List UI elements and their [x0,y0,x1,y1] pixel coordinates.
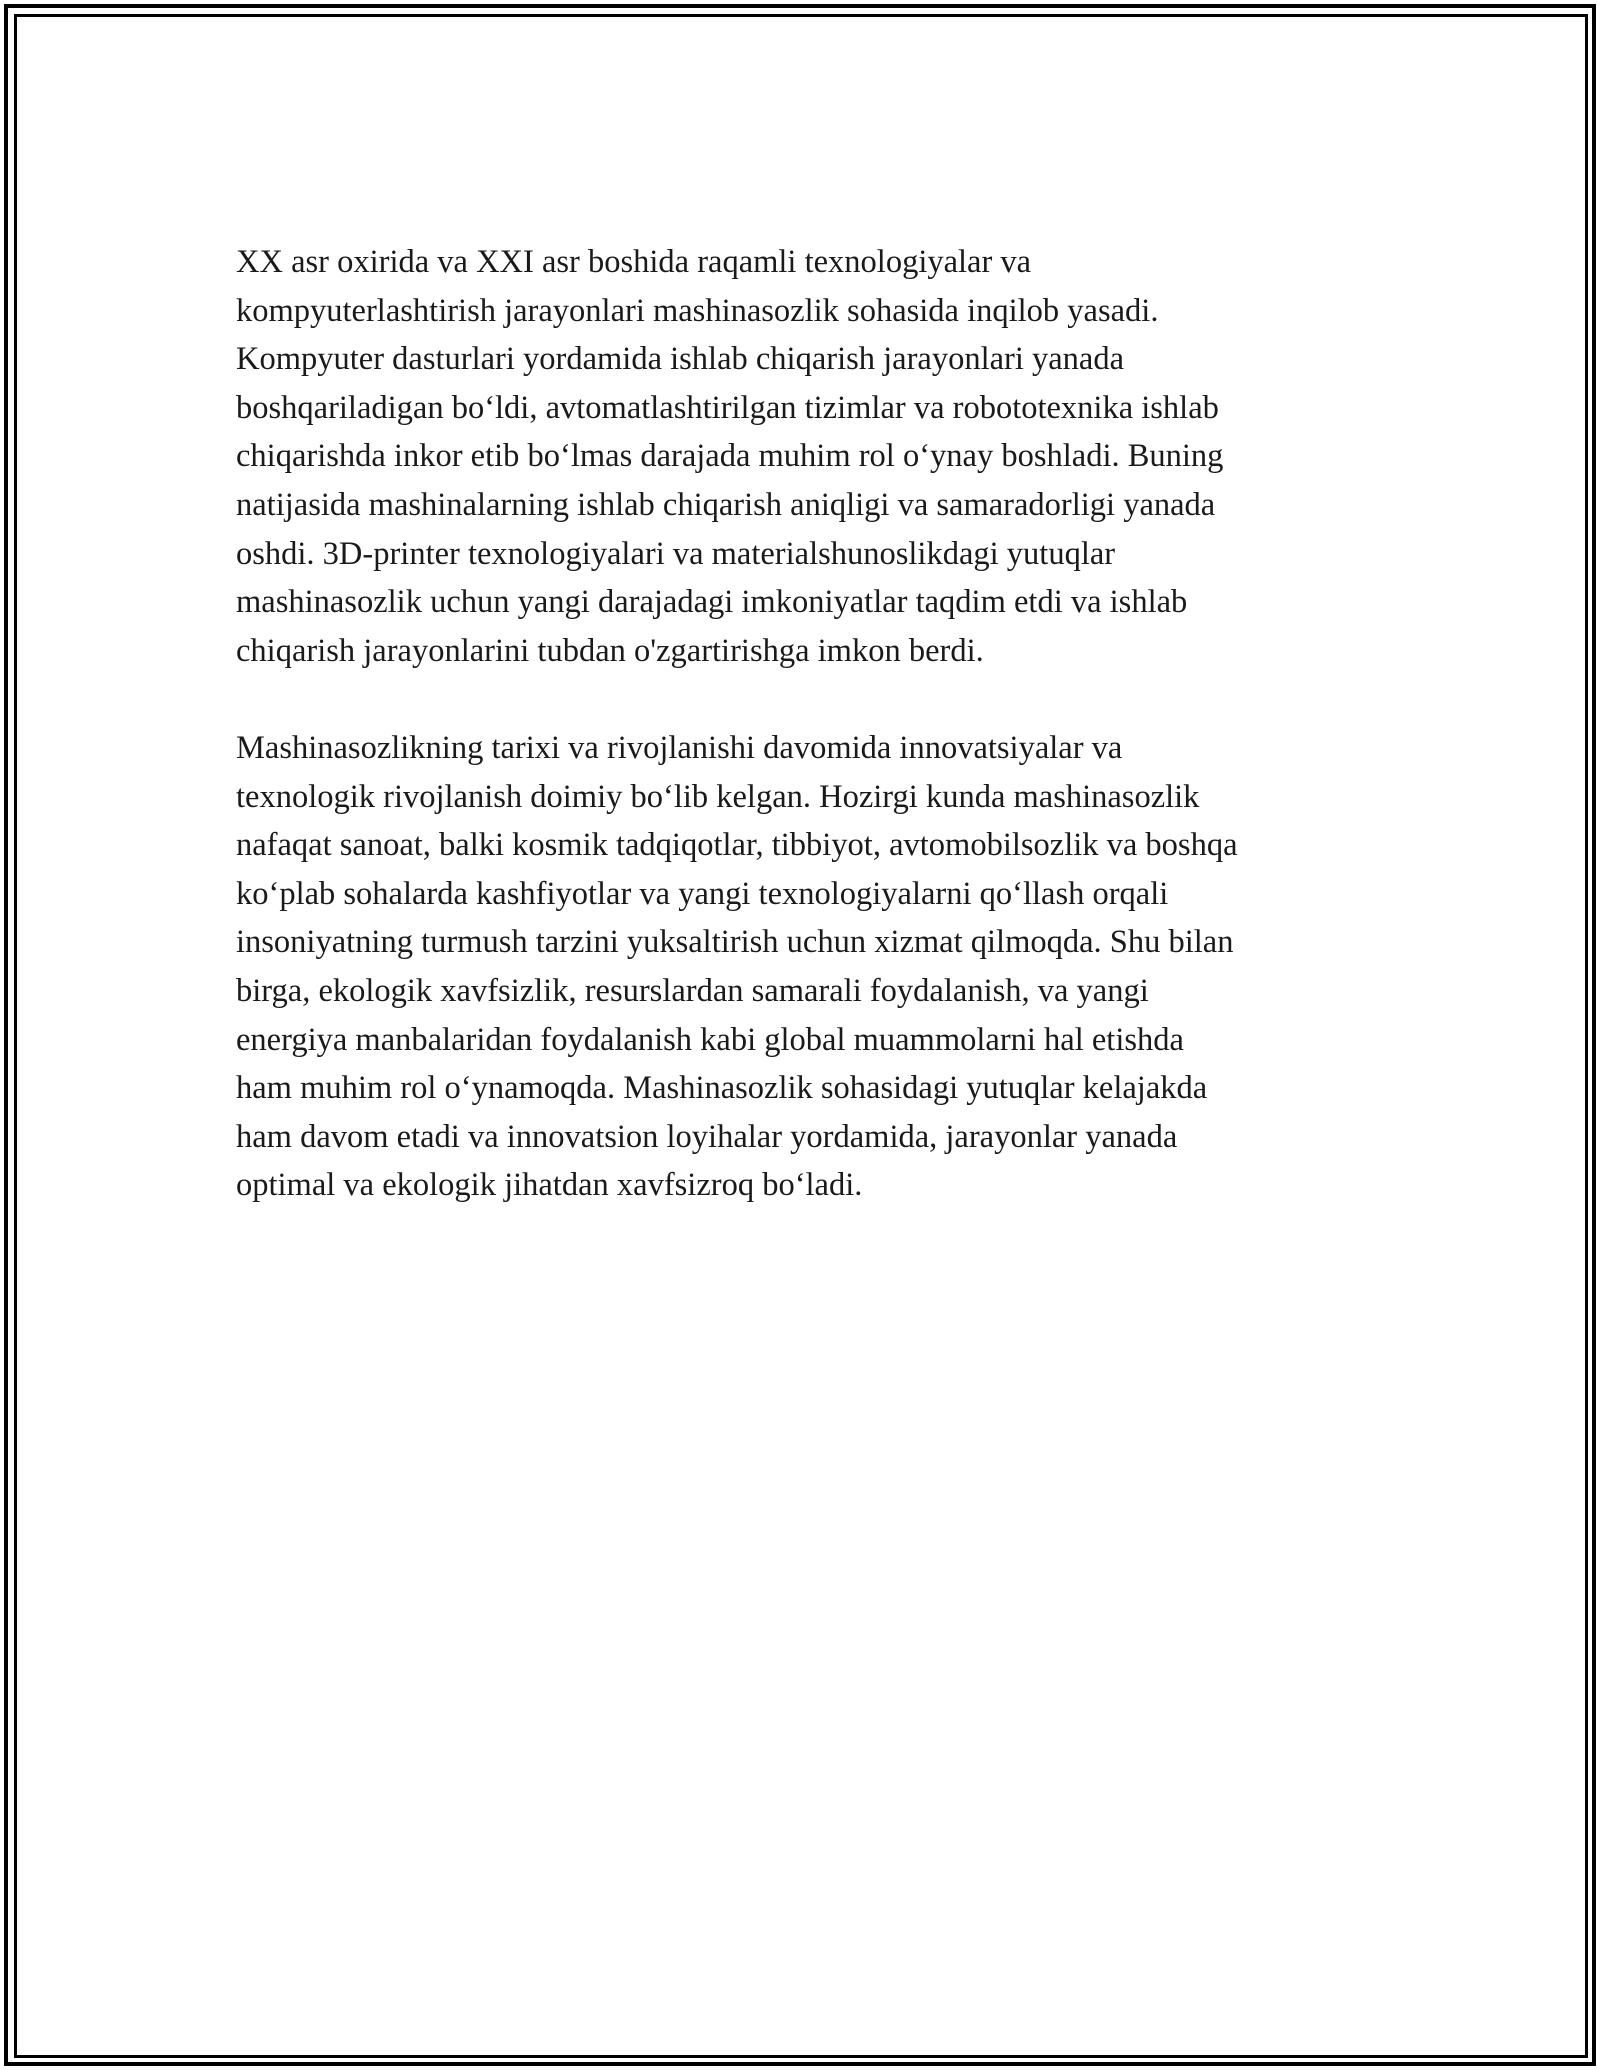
document-body [236,238,1376,1210]
paragraph-2: Mashinasozlikning tarixi va rivojlanishi davomida innovatsiyalar va texnologik rivojlanish doimiy bo‘lib kelgan. Hozirgi kunda mashinasozlik nafaqat sanoat, balki kosmik tadqiqotlar, tibbiyot, avtomobilsozlik va boshqa ko‘plab sohalarda kashfiyotlar va yangi texnologiyalarni qo‘llash orqali insoniyatning turmush tarzini yuksaltirish uchun xizmat qilmoqda. Shu bilan birga, ekologik xavfsizlik, resurslardan samarali foydalanish, va yangi energiya manbalaridan foydalanish kabi global muammolarni hal etishda ham muhim rol o‘ynamoqda. Mashinasozlik sohasidagi yutuqlar kelajakda ham davom etadi va innovatsion loyihalar yordamida, jarayonlar yanada optimal va ekologik jihatdan xavfsizroq bo‘ladi. [236,729,1238,1204]
paragraph-1: XX asr oxirida va XXI asr boshida raqamli texnologiyalar va kompyuterlashtirish jarayonlari mashinasozlik sohasida inqilob yasadi. Kompyuter dasturlari yordamida ishlab chiqarish jarayonlari yanada boshqariladigan bo‘ldi, avtomatlashtirilgan tizimlar va robototexnika ishlab chiqarishda inkor etib bo‘lmas darajada muhim rol o‘ynay boshladi. Buning natijasida mashinalarning ishlab chiqarish aniqligi va samaradorligi yanada oshdi. 3D-printer texnologiyalari va materialshunoslikdagi yutuqlar mashinasozlik uchun yangi darajadagi imkoniyatlar taqdim etdi va ishlab chiqarish jarayonlarini tubdan o'zgartirishga imkon berdi. [236,244,1224,669]
